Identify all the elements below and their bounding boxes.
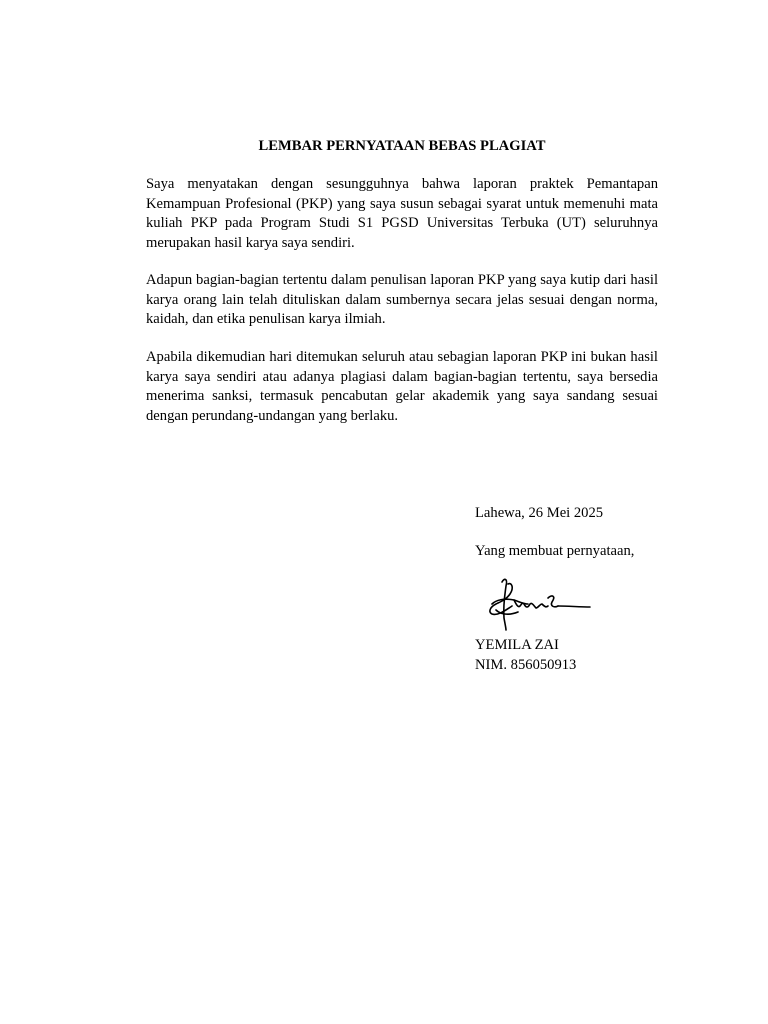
paragraph-sanction: Apabila dikemudian hari ditemukan seluruh atau sebagian laporan PKP ini bukan hasil karya saya sendiri atau adanya plagiasi dalam bagian-bagian tertentu, saya bersedia menerima sanksi, termasuk pencabutan gelar akademik yang saya sandang sesuai dengan perundang-undangan yang berlaku. [146,349,658,424]
signer-name: YEMILA ZAI [475,637,559,653]
signer-nim: NIM. 856050913 [475,657,577,673]
paragraph-citation: Adapun bagian-bagian tertentu dalam penulisan laporan PKP yang saya kutip dari hasil karya orang lain telah dituliskan dalam sumbernya secara jelas sesuai dengan norma, kaidah, dan etika penulisan karya ilmiah. [146,272,658,328]
paragraph-declaration: Saya menyatakan dengan sesungguhnya bahwa laporan praktek Pemantapan Kemampuan Profesional (PKP) yang saya susun sebagai syarat untuk memenuhi mata kuliah PKP pada Program Studi S1 PGSD Universitas Terbuka (UT) seluruhnya merupakan hasil karya saya sendiri. [146,176,658,251]
document-title: LEMBAR PERNYATAAN BEBAS PLAGIAT [258,138,546,154]
handwritten-signature [484,574,596,632]
statement-maker-label: Yang membuat pernyataan, [475,543,635,559]
place-date: Lahewa, 26 Mei 2025 [475,505,604,521]
